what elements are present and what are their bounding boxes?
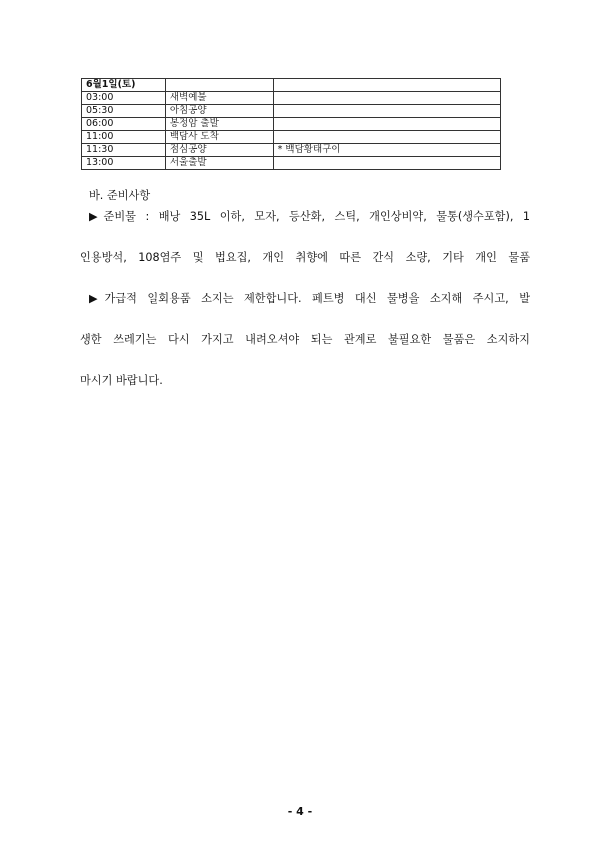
note-cell <box>273 118 500 131</box>
schedule-header-row <box>82 79 501 92</box>
schedule-table <box>81 78 501 170</box>
activity-cell: 백담사 도착 <box>165 131 273 144</box>
time-cell: 06:00 <box>82 118 166 131</box>
table-row <box>82 131 501 144</box>
note-cell: * 백담황태구이 <box>273 144 500 157</box>
activity-cell: 봉정암 출발 <box>165 118 273 131</box>
note-cell <box>273 157 500 170</box>
note-cell <box>273 105 500 118</box>
note-cell <box>273 92 500 105</box>
time-cell: 03:00 <box>82 92 166 105</box>
items-line-1: ▶준비물 : 배낭 35L 이하, 모자, 등산화, 스틱, 개인상비약, 물통(생수포함), 1 <box>89 209 530 223</box>
table-row <box>82 118 501 131</box>
activity-cell: 새벽예불 <box>165 92 273 105</box>
section-heading: 바. 준비사항 <box>89 189 151 202</box>
table-row <box>82 105 501 118</box>
activity-cell: 점심공양 <box>165 144 273 157</box>
table-row <box>82 157 501 170</box>
notice-line-2: 생한 쓰레기는 다시 가지고 내려오셔야 되는 관계로 불필요한 물품은 소지하지 <box>80 332 530 346</box>
items-line-2: 인용방석, 108염주 및 법요집, 개인 취향에 따른 간식 소량, 기타 개인 물품 <box>80 250 530 264</box>
activity-cell: 아침공양 <box>165 105 273 118</box>
preparation-section <box>80 186 530 391</box>
time-cell: 11:00 <box>82 131 166 144</box>
activity-cell: 서울출발 <box>165 157 273 170</box>
time-cell: 13:00 <box>82 157 166 170</box>
table-row <box>82 144 501 157</box>
note-cell <box>273 131 500 144</box>
table-row <box>82 92 501 105</box>
notice-line-3: 마시기 바랍니다. <box>80 373 163 387</box>
time-cell: 05:30 <box>82 105 166 118</box>
time-cell: 11:30 <box>82 144 166 157</box>
schedule-date: 6월1일(토) <box>82 79 166 92</box>
notice-line-1: ▶가급적 일회용품 소지는 제한합니다. 페트병 대신 물병을 소지해 주시고, 발 <box>89 291 530 305</box>
page-number: - 4 - <box>287 805 313 818</box>
